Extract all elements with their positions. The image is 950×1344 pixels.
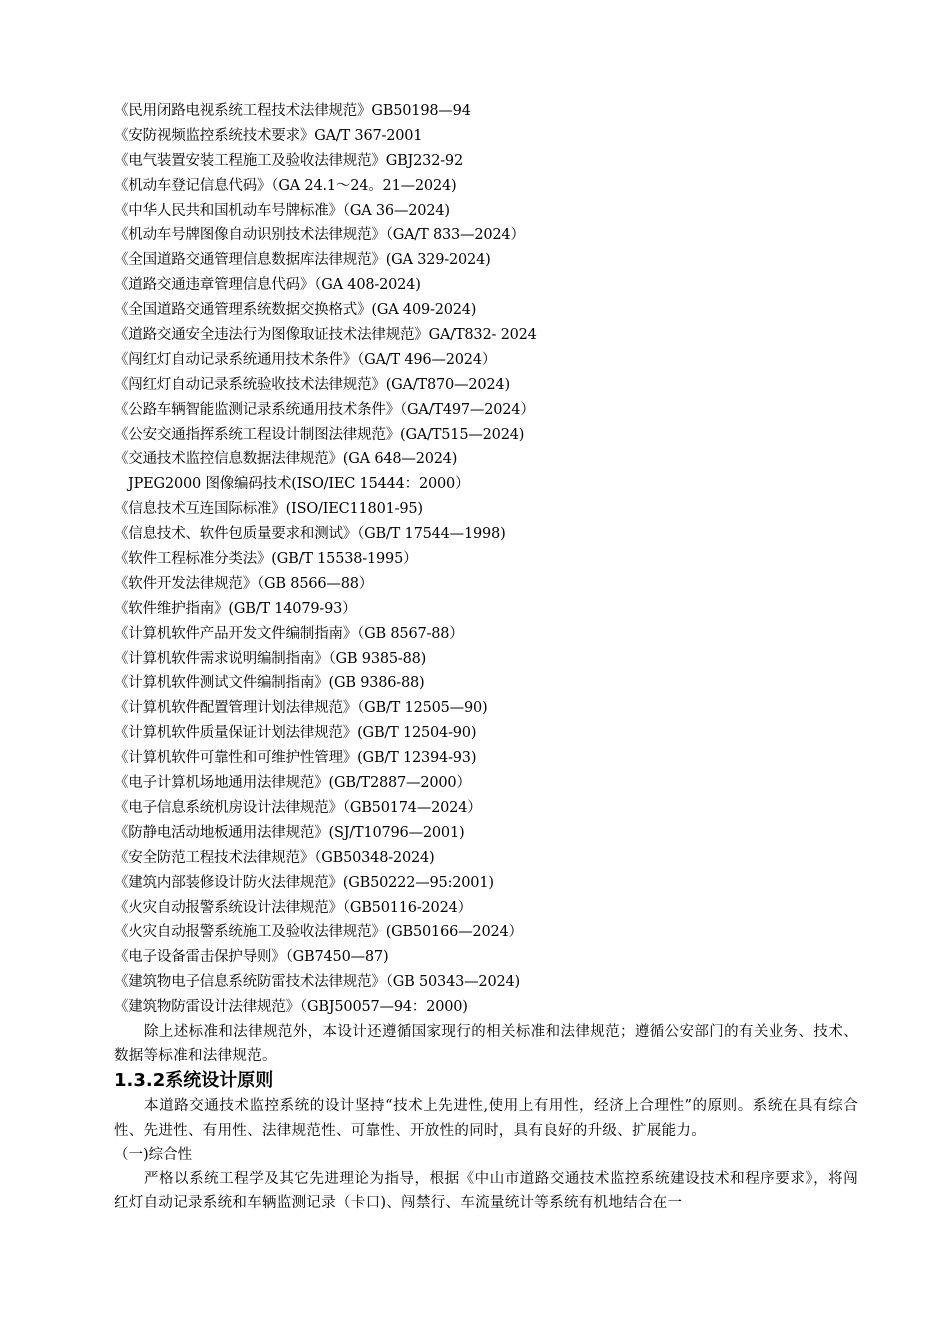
reference-item: 《公安交通指挥系统工程设计制图法律规范》(GA/T515—2024) bbox=[114, 426, 525, 443]
reference-item: 《信息技术、软件包质量要求和测试》（GB/T 17544—1998) bbox=[114, 526, 506, 543]
reference-item: 《民用闭路电视系统工程技术法律规范》GB50198—94 bbox=[114, 103, 471, 119]
reference-item: 《电子计算机场地通用法律规范》(GB/T2887—2000） bbox=[114, 775, 471, 792]
reference-item: 《建筑物电子信息系统防雷技术法律规范》（GB 50343—2024) bbox=[114, 974, 520, 991]
reference-item: 《建筑物防雷设计法律规范》（GBJ50057—94：2000) bbox=[114, 999, 468, 1016]
reference-item: 《电子设备雷击保护导则》（GB7450—87) bbox=[114, 949, 389, 966]
subsection-heading: （一)综合性 bbox=[114, 1146, 193, 1163]
reference-item: 《电子信息系统机房设计法律规范》（GB50174—2024） bbox=[114, 799, 482, 816]
reference-item: 《软件工程标准分类法》(GB/T 15538-1995） bbox=[114, 551, 418, 568]
reference-item: 《道路交通违章管理信息代码》（GA 408-2024) bbox=[114, 277, 421, 294]
reference-item: 《软件维护指南》(GB/T 14079-93） bbox=[114, 600, 357, 617]
reference-list bbox=[114, 99, 858, 1020]
document-page bbox=[114, 99, 858, 1215]
reference-item: 《软件开发法律规范》（GB 8566—88） bbox=[114, 575, 374, 592]
reference-item: 《全国道路交通管理信息数据库法律规范》(GA 329-2024) bbox=[114, 252, 491, 269]
reference-item: 《交通技术监控信息数据法律规范》(GA 648—2024) bbox=[114, 451, 458, 468]
reference-item: 《火灾自动报警系统设计法律规范》（GB50116-2024） bbox=[114, 899, 472, 916]
reference-item: 《防静电活动地板通用法律规范》(SJ/T10796—2001) bbox=[114, 824, 465, 841]
reference-item: 《机动车号牌图像自动识别技术法律规范》（GA/T 833—2024） bbox=[114, 227, 525, 244]
reference-item: 《计算机软件需求说明编制指南》（GB 9385-88) bbox=[114, 650, 427, 667]
reference-item: 《计算机软件测试文件编制指南》(GB 9386-88) bbox=[114, 675, 425, 692]
reference-item: 《火灾自动报警系统施工及验收法律规范》(GB50166—2024） bbox=[114, 924, 523, 941]
reference-item: 《计算机软件可靠性和可维护性管理》(GB/T 12394-93) bbox=[114, 750, 477, 767]
reference-item: 《计算机软件产品开发文件编制指南》（GB 8567-88） bbox=[114, 625, 464, 642]
reference-item: 《计算机软件配置管理计划法律规范》（GB/T 12505—90) bbox=[114, 700, 488, 717]
closing-paragraph: 除上述标准和法律规范外，本设计还遵循国家现行的相关标准和法律规范；遵循公安部门的有关业务、技术、数据等标准和法律规范。 bbox=[114, 1023, 858, 1065]
reference-item: JPEG2000 图像编码技术(ISO/IEC 15444：2000） bbox=[128, 476, 470, 493]
reference-item: 《信息技术互连国际标准》(ISO/IEC11801-95) bbox=[114, 501, 423, 518]
section-heading: 1.3.2系统设计原则 bbox=[114, 1070, 274, 1092]
reference-item: 《闯红灯自动记录系统验收技术法律规范》(GA/T870—2024) bbox=[114, 376, 510, 393]
reference-item: 《道路交通安全违法行为图像取证技术法律规范》GA/T832- 2024 bbox=[114, 327, 537, 344]
reference-item: 《建筑内部装修设计防火法律规范》(GB50222—95:2001) bbox=[114, 874, 494, 891]
subsection-body-paragraph: 严格以系统工程学及其它先进理论为指导，根据《中山市道路交通技术监控系统建设技术和程序要求》，将闯红灯自动记录系统和车辆监测记录（卡口)、闯禁行、车流量统计等系统有机地结合在一 bbox=[114, 1170, 858, 1212]
reference-item: 《计算机软件质量保证计划法律规范》(GB/T 12504-90) bbox=[114, 725, 477, 742]
reference-item: 《闯红灯自动记录系统通用技术条件》（GA/T 496—2024） bbox=[114, 351, 497, 368]
reference-item: 《电气装置安装工程施工及验收法律规范》GBJ232-92 bbox=[114, 152, 463, 169]
reference-item: 《全国道路交通管理系统数据交换格式》(GA 409-2024) bbox=[114, 302, 477, 319]
section-intro-paragraph: 本道路交通技术监控系统的设计坚持“技术上先进性,使用上有用性，经济上合理性”的原则。系统在具有综合性、先进性、有用性、法律规范性、可靠性、开放性的同时，具有良好的升级、扩展能力。 bbox=[114, 1098, 858, 1139]
reference-item: 《公路车辆智能监测记录系统通用技术条件》（GA/T497—2024） bbox=[114, 401, 535, 418]
reference-item: 《安全防范工程技术法律规范》（GB50348-2024) bbox=[114, 849, 435, 866]
reference-item: 《安防视频监控系统技术要求》GA/T 367-2001 bbox=[114, 127, 423, 144]
reference-item: 《中华人民共和国机动车号牌标准》（GA 36—2024) bbox=[114, 202, 450, 219]
reference-item: 《机动车登记信息代码》（GA 24.1～24。21—2024) bbox=[114, 177, 457, 194]
